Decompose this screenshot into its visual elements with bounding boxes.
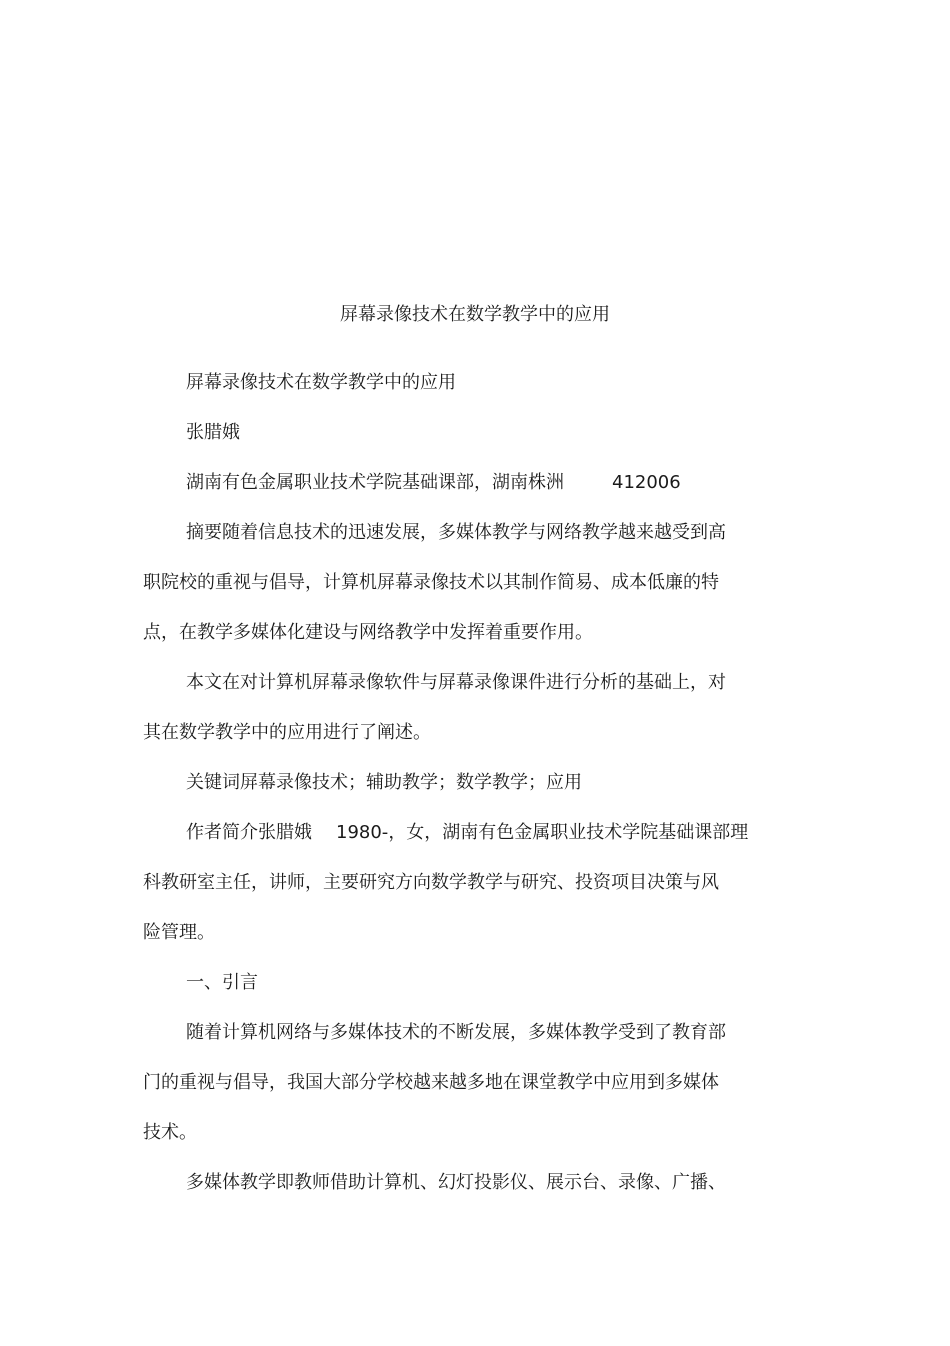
document-title: 屏幕录像技术在数学教学中的应用: [340, 304, 610, 325]
abstract-line: 点，在教学多媒体化建设与网络教学中发挥着重要作用。: [143, 622, 593, 643]
section-heading: 一、引言: [186, 972, 258, 993]
paragraph-line: 其在数学教学中的应用进行了阐述。: [143, 722, 431, 743]
bio-rest: ，女，湖南有色金属职业技术学院基础课部理: [388, 822, 749, 843]
bio-line: 险管理。: [143, 922, 215, 943]
paragraph-line: 本文在对计算机屏幕录像软件与屏幕录像课件进行分析的基础上，对: [186, 672, 726, 693]
bio-line: 科教研室主任，讲师，主要研究方向数学教学与研究、投资项目决策与风: [143, 872, 719, 893]
bio-line: [186, 820, 748, 846]
postcode: 412006: [612, 472, 681, 493]
author-name: 张腊娥: [186, 422, 240, 443]
affiliation-text: 湖南有色金属职业技术学院基础课部，湖南株洲: [186, 472, 564, 493]
keywords-line: 关键词屏幕录像技术；辅助教学；数学教学；应用: [186, 772, 582, 793]
paragraph-line: 技术。: [143, 1122, 197, 1143]
paragraph-line: 门的重视与倡导，我国大部分学校越来越多地在课堂教学中应用到多媒体: [143, 1072, 719, 1093]
bio-year: 1980-: [336, 822, 389, 843]
bio-prefix: 作者简介张腊娥: [186, 822, 312, 843]
abstract-line: 摘要随着信息技术的迅速发展，多媒体教学与网络教学越来越受到高: [186, 522, 726, 543]
paragraph-line: 多媒体教学即教师借助计算机、幻灯投影仪、展示台、录像、广播、: [186, 1172, 726, 1193]
abstract-line: 职院校的重视与倡导，计算机屏幕录像技术以其制作简易、成本低廉的特: [143, 572, 719, 593]
article-title: 屏幕录像技术在数学教学中的应用: [186, 372, 456, 393]
paragraph-line: 随着计算机网络与多媒体技术的不断发展，多媒体教学受到了教育部: [186, 1022, 726, 1043]
affiliation-line: [186, 470, 681, 496]
